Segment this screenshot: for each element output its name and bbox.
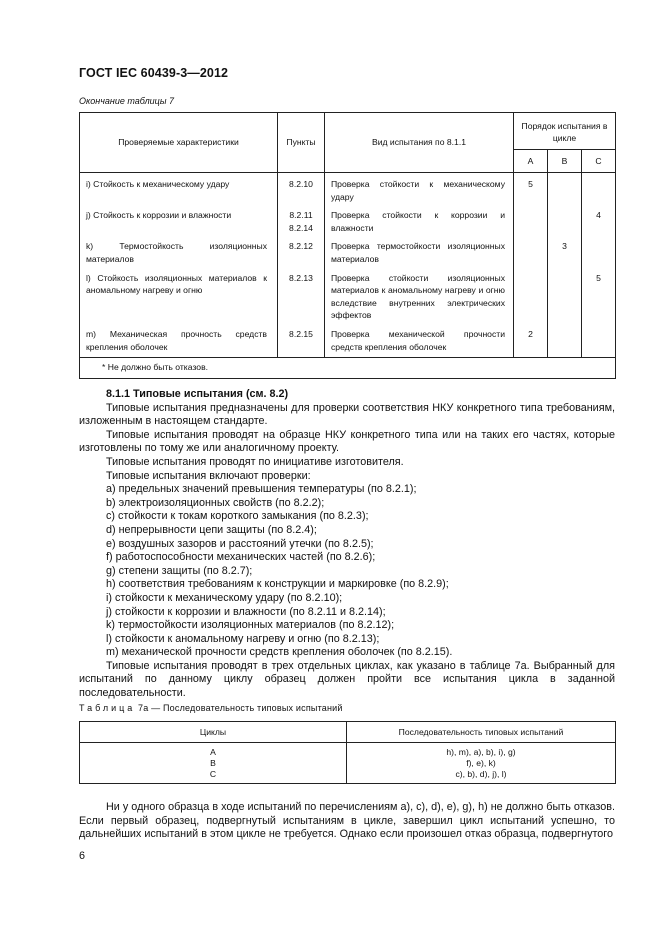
table-7a-caption-prefix: Таблица — [79, 703, 136, 713]
list-item: m) механической прочности средств крепления оболочек (по 8.2.15). — [106, 646, 453, 659]
header-cycle-b: B — [548, 150, 582, 173]
cell-characteristic: l) Стойкость изоляционных материалов к аномальному нагреву и огню — [80, 270, 278, 326]
table-row — [80, 207, 616, 238]
cell-order-b — [548, 326, 582, 358]
list-item: e) воздушных зазоров и расстояний утечки (по 8.2.5); — [106, 537, 374, 550]
table-row — [80, 238, 616, 269]
sequence-cell: h), m), a), b), i), g) — [446, 747, 516, 757]
section-8-1-1 — [79, 388, 615, 701]
cell-order-a — [514, 207, 548, 238]
cell-order-c: 5 — [582, 270, 616, 326]
paragraph: Типовые испытания предназначены для проверки соответствия НКУ конкретного типа требованиям, изложенным в настоящем стандарте. — [79, 401, 615, 428]
cell-characteristic: i) Стойкость к механическому удару — [80, 173, 278, 208]
cell-order-c — [582, 326, 616, 358]
page-number: 6 — [79, 850, 86, 862]
cell-points: 8.2.15 — [278, 326, 325, 358]
table-7-caption: Окончание таблицы 7 — [79, 96, 174, 106]
cycle-cell: B — [210, 758, 216, 768]
list-item: c) стойкости к токам короткого замыкания (по 8.2.3); — [106, 510, 369, 523]
paragraph: Типовые испытания проводят в трех отдельных циклах, как указано в таблице 7а. Выбранный для испытаний по данному циклу образец должен пройти все испытания цикла в заданной последовательности. — [79, 659, 615, 700]
list-item: a) предельных значений превышения температуры (по 8.2.1); — [106, 483, 417, 496]
cycle-cell: C — [209, 769, 217, 779]
section-title: 8.1.1 Типовые испытания (см. 8.2) — [106, 388, 289, 400]
cell-test-type: Проверка термостойкости изоляционных материалов — [325, 238, 514, 269]
cell-order-c: 4 — [582, 207, 616, 238]
header-points: Пункты — [278, 113, 325, 173]
sequence-column — [347, 743, 616, 784]
list-item: d) непрерывности цепи защиты (по 8.2.4); — [106, 523, 317, 536]
list-item: g) степени защиты (по 8.2.7); — [106, 564, 253, 577]
paragraph: Типовые испытания проводят на образце НКУ конкретного типа или на таких его частях, которые изготовлены по тому же или аналогичному проекту. — [79, 428, 615, 455]
table-row — [80, 173, 616, 208]
cell-characteristic: j) Стойкость к коррозии и влажности — [80, 207, 278, 238]
paragraph: Типовые испытания проводят по инициативе изготовителя. — [106, 455, 404, 468]
cell-points: 8.2.10 — [278, 173, 325, 208]
cell-points: 8.2.13 — [278, 270, 325, 326]
cell-order-a: 5 — [514, 173, 548, 208]
document-header: ГОСТ IEC 60439-3—2012 — [79, 66, 229, 80]
list-item: b) электроизоляционных свойств (по 8.2.2); — [106, 496, 325, 509]
header-cycle-a: A — [514, 150, 548, 173]
sequence-cell: f), e), k) — [466, 758, 496, 768]
list-item: f) работоспособности механических частей (по 8.2.6); — [106, 551, 376, 564]
cell-order-b — [548, 207, 582, 238]
table-7a — [79, 721, 616, 784]
cell-test-type: Проверка стойкости изоляционных материалов к аномальному нагреву и огню вследствие внутренних электрических эффектов — [325, 270, 514, 326]
cell-test-type: Проверка стойкости к механическому удару — [325, 173, 514, 208]
header-test-type: Вид испытания по 8.1.1 — [325, 113, 514, 173]
cell-order-a: 2 — [514, 326, 548, 358]
list-item: i) стойкости к механическому удару (по 8.2.10); — [106, 591, 343, 604]
table-7a-caption-text: 7а — Последовательность типовых испытаний — [135, 703, 343, 713]
list-item: l) стойкости к аномальному нагреву и огню (по 8.2.13); — [106, 632, 380, 645]
header-characteristics: Проверяемые характеристики — [80, 113, 278, 173]
list-item: h) соответствия требованиям к конструкции и маркировке (по 8.2.9); — [106, 578, 449, 591]
cell-characteristic: m) Механическая прочность средств крепления оболочек — [80, 326, 278, 358]
cell-order-c — [582, 173, 616, 208]
cell-order-a — [514, 270, 548, 326]
header-cycle-c: C — [582, 150, 616, 173]
cell-characteristic: k) Термостойкость изоляционных материалов — [80, 238, 278, 269]
table-7a-caption — [79, 703, 343, 713]
cell-test-type: Проверка механической прочности средств крепления оболочек — [325, 326, 514, 358]
cell-order-b: 3 — [548, 238, 582, 269]
cell-order-b — [548, 270, 582, 326]
cell-points: 8.2.12 — [278, 238, 325, 269]
table-7-footnote: * Не должно быть отказов. — [80, 358, 616, 379]
table-row — [80, 326, 616, 358]
header-cycles: Циклы — [80, 722, 347, 743]
cycle-cell: A — [210, 747, 216, 757]
table-row — [80, 270, 616, 326]
cell-test-type: Проверка стойкости к коррозии и влажности — [325, 207, 514, 238]
cell-order-a — [514, 238, 548, 269]
list-item: k) термостойкости изоляционных материалов (по 8.2.12); — [106, 619, 395, 632]
list-item: j) стойкости к коррозии и влажности (по 8.2.11 и 8.2.14); — [106, 605, 386, 618]
cycles-column — [80, 743, 347, 784]
paragraph: Ни у одного образца в ходе испытаний по перечислениям a), c), d), e), g), h) не должно быть отказов. Если первый образец, подвергнутый испытаниям в цикле, завершил цикл испытаний успешно, то дальнейших испытаний в этом цикле не требуется. Однако если произошел отказ образца, подвергнутого — [79, 801, 615, 841]
paragraph: Типовые испытания включают проверки: — [106, 469, 311, 482]
sequence-cell: c), b), d), j), l) — [455, 769, 507, 779]
cell-order-b — [548, 173, 582, 208]
header-order: Порядок испытания в цикле — [514, 113, 616, 150]
closing-text — [79, 801, 615, 842]
table-7 — [79, 112, 616, 379]
header-sequence: Последовательность типовых испытаний — [347, 722, 616, 743]
cell-points: 8.2.11 8.2.14 — [278, 207, 325, 238]
cell-order-c — [582, 238, 616, 269]
